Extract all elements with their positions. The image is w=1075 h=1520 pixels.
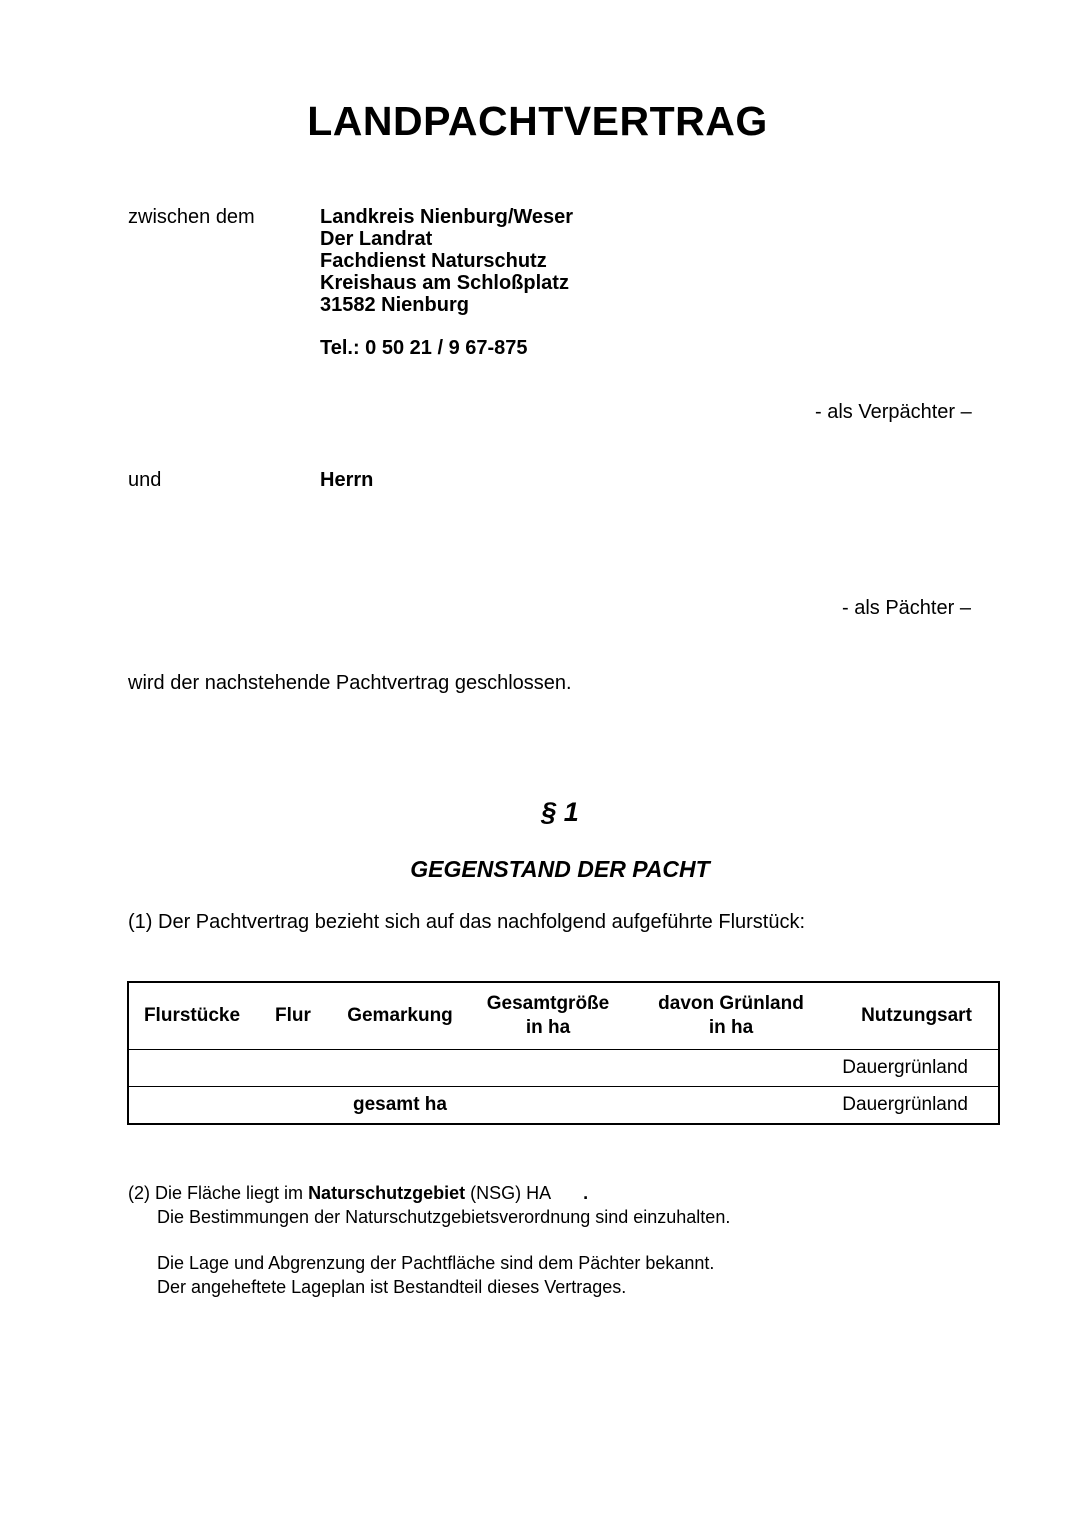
- lessor-line: Kreishaus am Schloßplatz: [320, 272, 569, 294]
- section-number: § 1: [541, 797, 579, 827]
- p2-suffix: (NSG) HA: [465, 1183, 552, 1203]
- table-cell: [627, 1087, 835, 1125]
- table-cell: [469, 1087, 627, 1125]
- closing-sentence: wird der nachstehende Pachtvertrag geschlossen.: [128, 672, 572, 694]
- lessor-address: [320, 206, 573, 316]
- table-cell: [469, 1050, 627, 1087]
- section-heading: GEGENSTAND DER PACHT: [410, 856, 710, 882]
- lessee-role: - als Pächter –: [842, 597, 971, 619]
- parcel-table: [127, 981, 1000, 1125]
- table-cell: [331, 1050, 469, 1087]
- paragraph-1: (1) Der Pachtvertrag bezieht sich auf das nachfolgend aufgeführte Flurstück:: [128, 911, 806, 933]
- header-gesamtgroesse: Gesamtgröße in ha: [486, 993, 610, 1038]
- table-row: [128, 1050, 999, 1087]
- paragraph-2-line-2: Die Bestimmungen der Naturschutzgebietsverordnung sind einzuhalten.: [157, 1207, 731, 1227]
- lessor-line: 31582 Nienburg: [320, 294, 469, 316]
- usage-cell: Dauergrünland: [835, 1087, 999, 1125]
- p2-prefix: (2) Die Fläche liegt im: [128, 1183, 309, 1203]
- header-flur: Flur: [275, 1005, 311, 1026]
- lessee-label: und: [128, 469, 162, 491]
- document-title: LANDPACHTVERTRAG: [307, 98, 768, 144]
- lessor-label: zwischen dem: [128, 206, 255, 228]
- usage-cell: Dauergrünland: [842, 1057, 968, 1078]
- lessor-role: - als Verpächter –: [815, 401, 972, 423]
- table-cell: [128, 1087, 255, 1125]
- lessee-name: Herrn: [320, 469, 374, 491]
- lessor-line: Fachdienst Naturschutz: [320, 250, 547, 272]
- table-total-row: [128, 1087, 999, 1125]
- p2-dot: .: [583, 1183, 589, 1203]
- header-flurstuecke: Flurstücke: [143, 1005, 241, 1026]
- table-cell: [128, 1050, 255, 1087]
- paragraph-2-line-4: Der angeheftete Lageplan ist Bestandteil dieses Vertrages.: [157, 1277, 627, 1297]
- spacer: [128, 1229, 730, 1251]
- header-gruenland: davon Grünland in ha: [658, 993, 804, 1038]
- paragraph-2: [128, 1181, 730, 1299]
- table-header-row: [128, 982, 999, 1050]
- lessor-line: Der Landrat: [320, 228, 433, 250]
- header-nutzungsart: Nutzungsart: [861, 1005, 972, 1026]
- header-gemarkung: Gemarkung: [347, 1005, 453, 1026]
- paragraph-2-line-1: [128, 1181, 730, 1205]
- lessor-line: Landkreis Nienburg/Weser: [320, 206, 574, 228]
- p2-nsg-term: Naturschutzgebiet: [308, 1183, 466, 1203]
- table-cell: [255, 1050, 331, 1087]
- table-cell: [255, 1087, 331, 1125]
- table-cell: [627, 1050, 835, 1087]
- lessor-phone: Tel.: 0 50 21 / 9 67-875: [320, 337, 528, 359]
- total-label: gesamt ha: [331, 1087, 469, 1125]
- paragraph-2-line-3: Die Lage und Abgrenzung der Pachtfläche sind dem Pächter bekannt.: [157, 1253, 715, 1273]
